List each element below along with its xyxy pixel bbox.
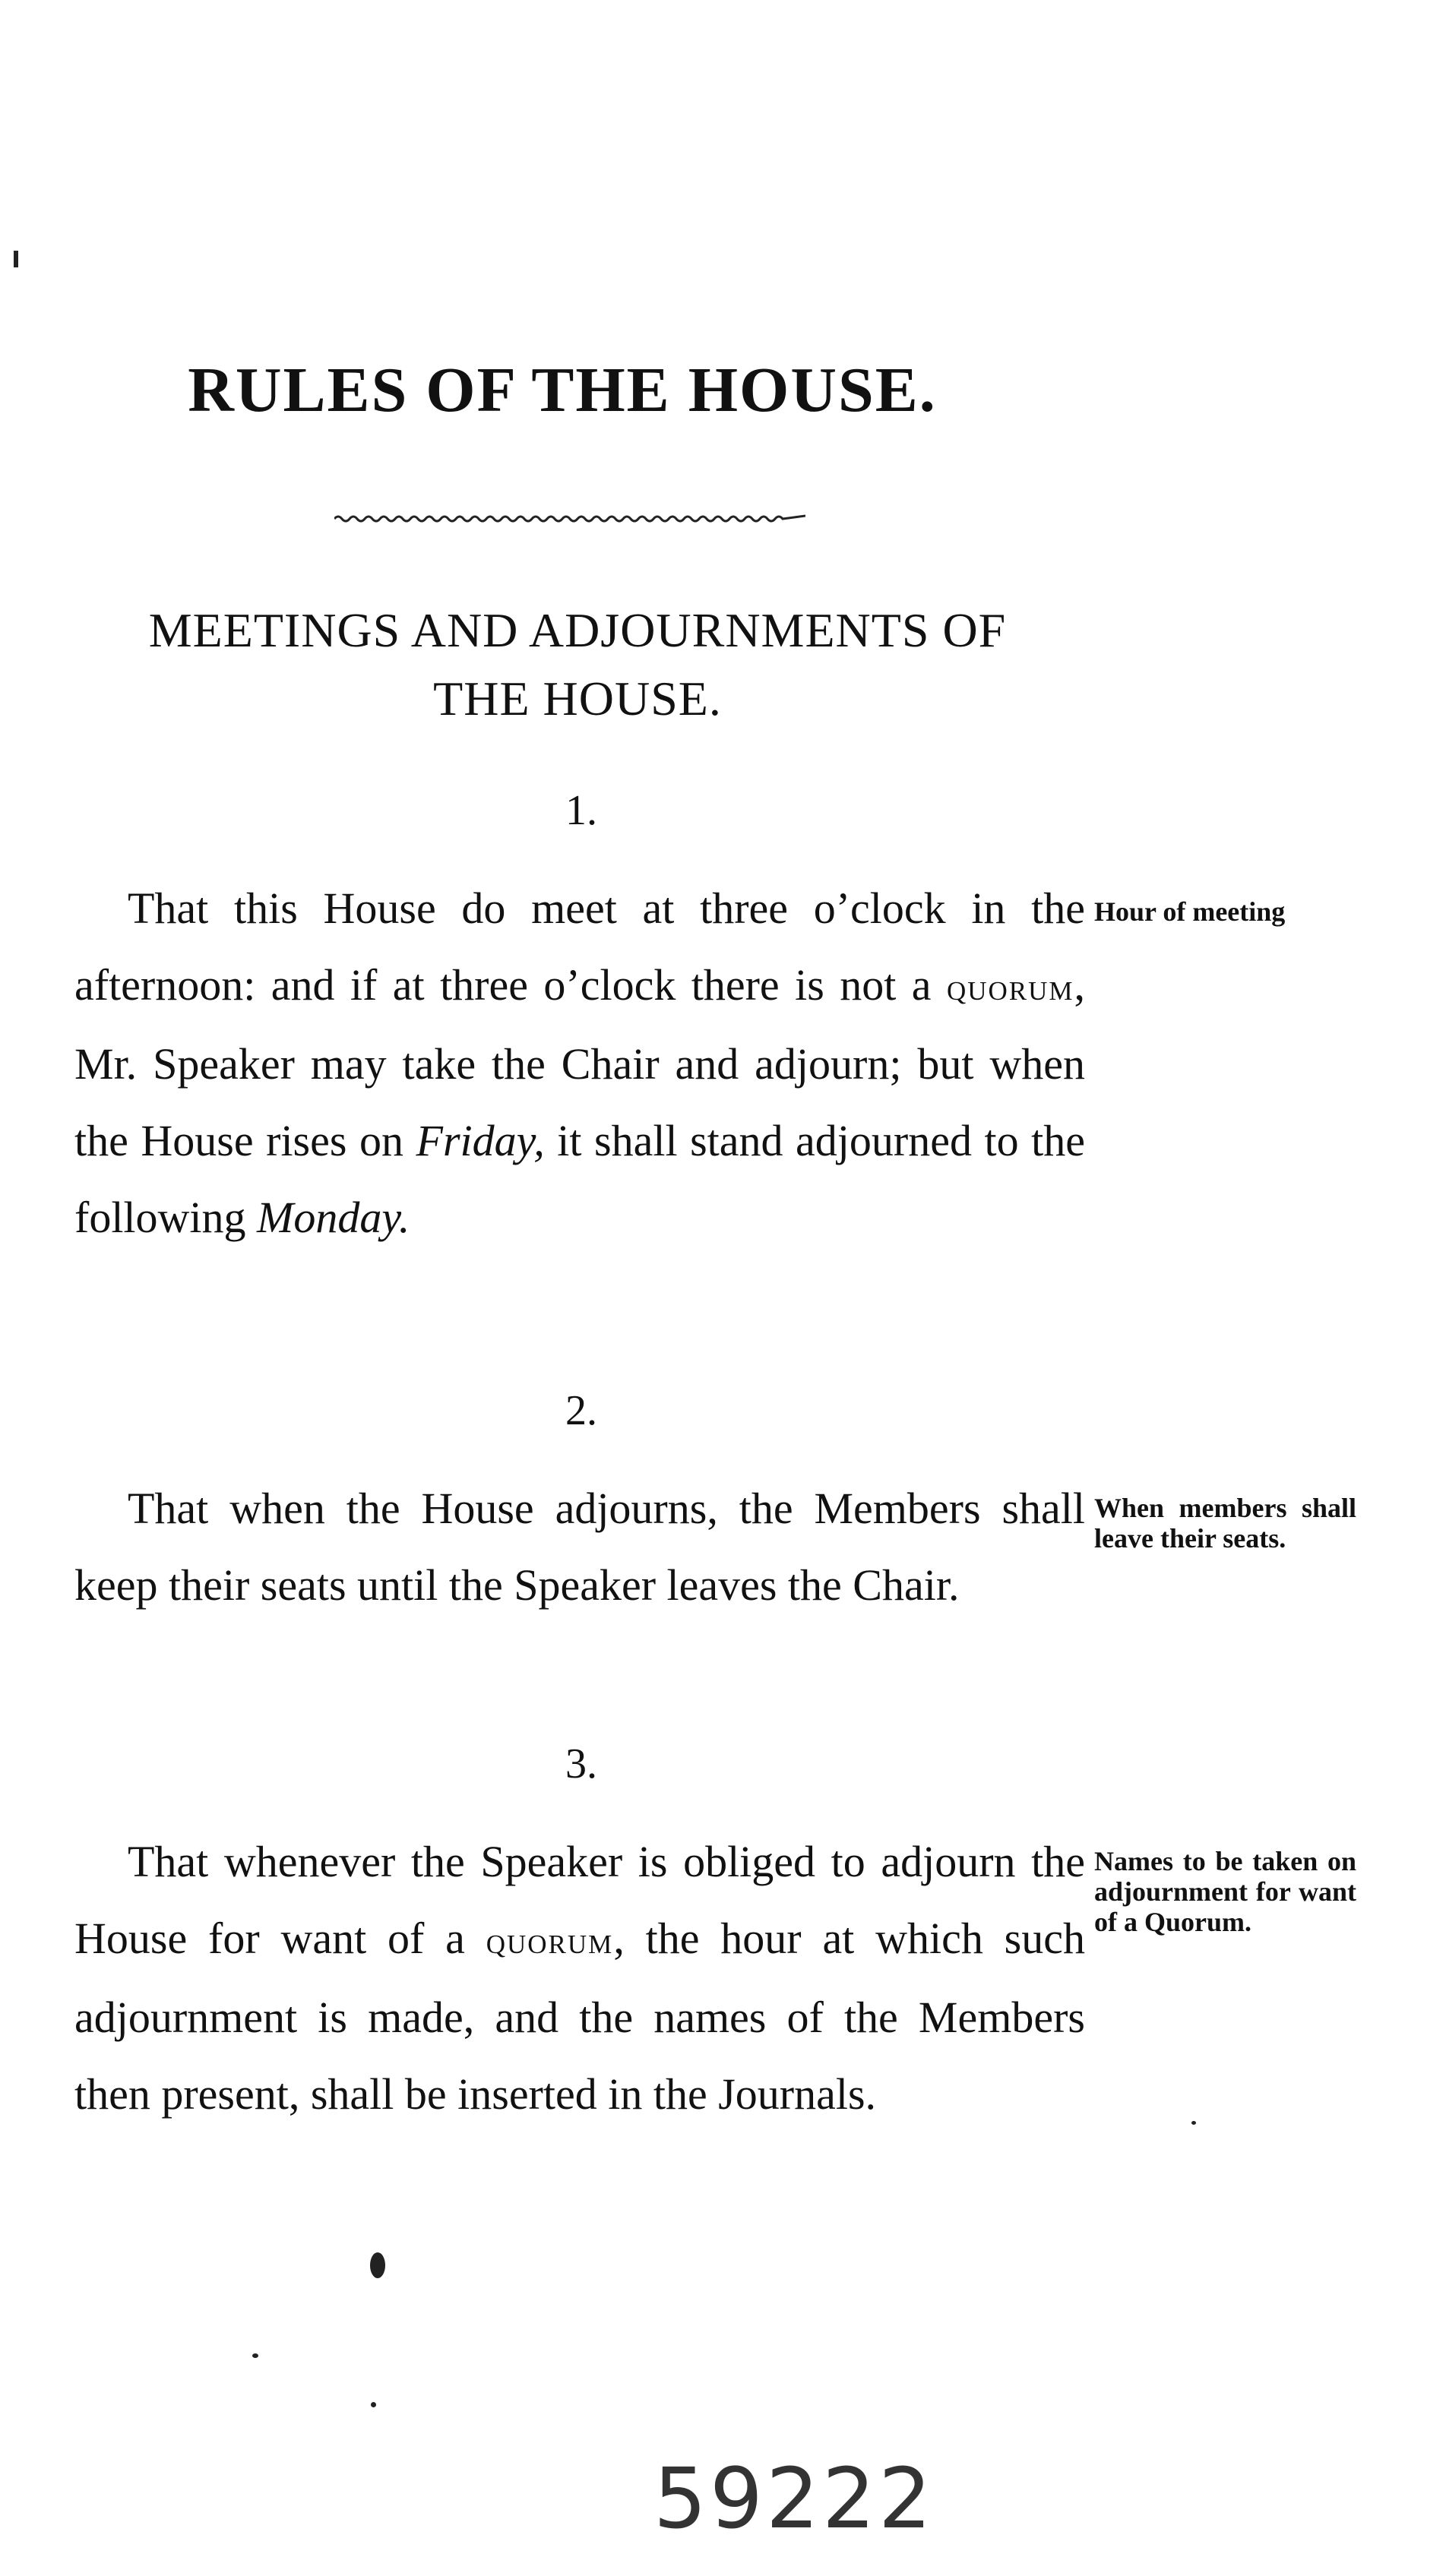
rule-1-text-a: That this House do meet at three o’clock in the afternoon: and if at three o’clock there is not a — [74, 883, 1085, 1010]
section-heading-line2: THE HOUSE. — [433, 672, 722, 725]
ink-speck — [252, 2353, 258, 2358]
rule-text-1 — [74, 870, 1085, 1256]
ink-speck — [1191, 2121, 1196, 2125]
rule-number-3: 3. — [565, 1740, 597, 1787]
rule-number-2: 2. — [565, 1387, 597, 1434]
ink-speck — [371, 2402, 376, 2407]
margin-note-1: Hour of meeting — [1094, 896, 1286, 927]
rule-1-quorum: quorum — [946, 966, 1074, 1008]
rule-text-3 — [74, 1823, 1085, 2132]
rule-3-text-b: , the hour at which such adjournment is made, and the names of the Members then present, shall be inserted in the Journals. — [74, 1914, 1085, 2119]
margin-note-3: Names to be taken on adjournment for want of a Quorum. — [1094, 1846, 1356, 1937]
rule-1-text-c: it shall stand adjourned to the following — [74, 1116, 1086, 1242]
library-stamp-number: 59222 — [653, 2450, 935, 2547]
rule-3-text-a: That whenever the Speaker is obliged to adjourn the House for want of a — [74, 1837, 1085, 1963]
ink-blot — [370, 2252, 385, 2278]
rule-1-friday: Friday, — [416, 1116, 545, 1165]
rule-1-text-b: , Mr. Speaker may take the Chair and adjourn; but when the House rises on — [74, 960, 1086, 1165]
rule-3-quorum: quorum — [486, 1919, 614, 1961]
margin-mark — [14, 251, 18, 267]
rule-text-2 — [74, 1470, 1085, 1623]
page-title: RULES OF THE HOUSE. — [188, 355, 937, 425]
section-heading — [68, 596, 1087, 733]
rule-number-1: 1. — [565, 787, 597, 834]
ornamental-divider — [334, 513, 805, 528]
rule-1-monday: Monday. — [257, 1193, 410, 1242]
margin-note-2: When members shall leave their seats. — [1094, 1493, 1356, 1554]
rule-2-text: That when the House adjourns, the Members shall keep their seats until the Speaker leaves the Chair. — [74, 1484, 1085, 1610]
section-heading-line1: MEETINGS AND ADJOURNMENTS OF — [148, 603, 1007, 657]
